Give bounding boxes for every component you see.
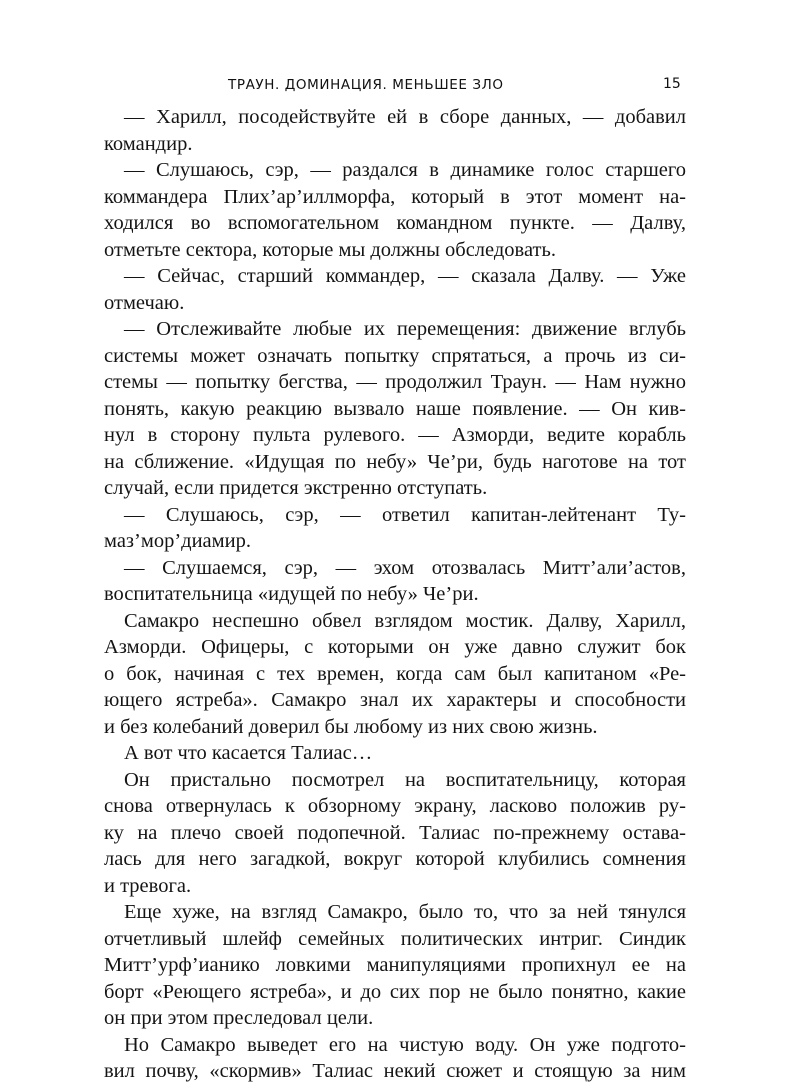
running-title: ТРАУН. ДОМИНАЦИЯ. МЕНЬШЕЕ ЗЛО [228,77,504,93]
text-line: Еще хуже, на взгляд Самакро, было то, что за ней тянулся [124,901,686,923]
text-line: Митт’урф’ианико ловкими манипуляциями пропихнул ее на [104,954,686,976]
text-line: лась для него загадкой, вокруг которой клубились сомнения [104,848,686,870]
text-line: он при этом преследовал цели. [104,1007,374,1029]
text-line: — Слушаемся, сэр, — эхом отозвалась Митт’али’астов, [124,556,686,579]
text-line: Он пристально посмотрел на воспитательницу, которая [124,768,686,791]
text-line: — Харилл, посодействуйте ей в сборе данных, — добавил [124,106,686,128]
text-line: ку на плечо своей подопечной. Талиас по-прежнему остава- [104,821,686,844]
text-line: вил почву, «скормив» Талиас некий сюжет и стоящую за ним [104,1060,686,1082]
text-line: Самакро неспешно обвел взглядом мостик. Далву, Харилл, [124,609,686,632]
text-line: Азморди. Офицеры, с которыми он уже давно служит бок [104,636,686,658]
text-line: о бок, начиная с тех времен, когда сам был капитаном «Ре- [104,662,686,685]
text-line: — Сейчас, старший коммандер, — сказала Далву. — Уже [124,265,686,287]
text-line: нул в сторону пульта рулевого. — Азморди, ведите корабль [104,424,686,446]
text-line: ющего ястреба». Самакро знал их характеры и способности [104,689,686,711]
text-line: командир. [104,132,193,155]
text-line: понять, какую реакцию вызвало наше появление. — Он кив- [104,397,686,420]
text-line: системы может означать попытку спрятаться, а прочь из си- [104,344,686,367]
text-line: отметьте сектора, которые мы должны обследовать. [104,238,556,261]
text-line: ходился во вспомогательном командном пункте. — Далву, [104,212,686,234]
text-line: и тревога. [104,874,192,897]
text-line: Но Самакро выведет его на чистую воду. Он уже подгото- [124,1033,686,1056]
text-line: стемы — попытку бегства, — продолжил Траун. — Нам нужно [104,371,686,393]
page-number: 15 [663,76,681,92]
text-line: на сближение. «Идущая по небу» Че’ри, будь наготове на тот [104,450,686,473]
text-line: борт «Реющего ястреба», и до сих пор не было понятно, какие [104,980,686,1003]
text-line: коммандера Плих’ар’иллморфа, который в этот момент на- [104,185,686,208]
text-line: воспитательница «идущей по небу» Че’ри. [104,583,479,605]
text-line: отмечаю. [104,291,185,314]
text-line: — Слушаюсь, сэр, — раздался в динамике голос старшего [124,159,686,181]
text-line: отчетливый шлейф семейных политических интриг. Синдик [104,927,686,950]
body-text [104,104,686,1085]
text-line: снова отвернулась к обзорному экрану, ласково положив ру- [104,795,686,817]
text-line: и без колебаний доверил бы любому из них свою жизнь. [104,715,598,738]
text-line: случай, если придется экстренно отступать. [104,477,488,499]
text-line: А вот что касается Талиас… [124,742,373,764]
text-line: маз’мор’диамир. [104,530,251,552]
text-line: — Отслеживайте любые их перемещения: движение вглубь [124,318,686,340]
text-line: — Слушаюсь, сэр, — ответил капитан-лейтенант Ту- [124,503,686,526]
